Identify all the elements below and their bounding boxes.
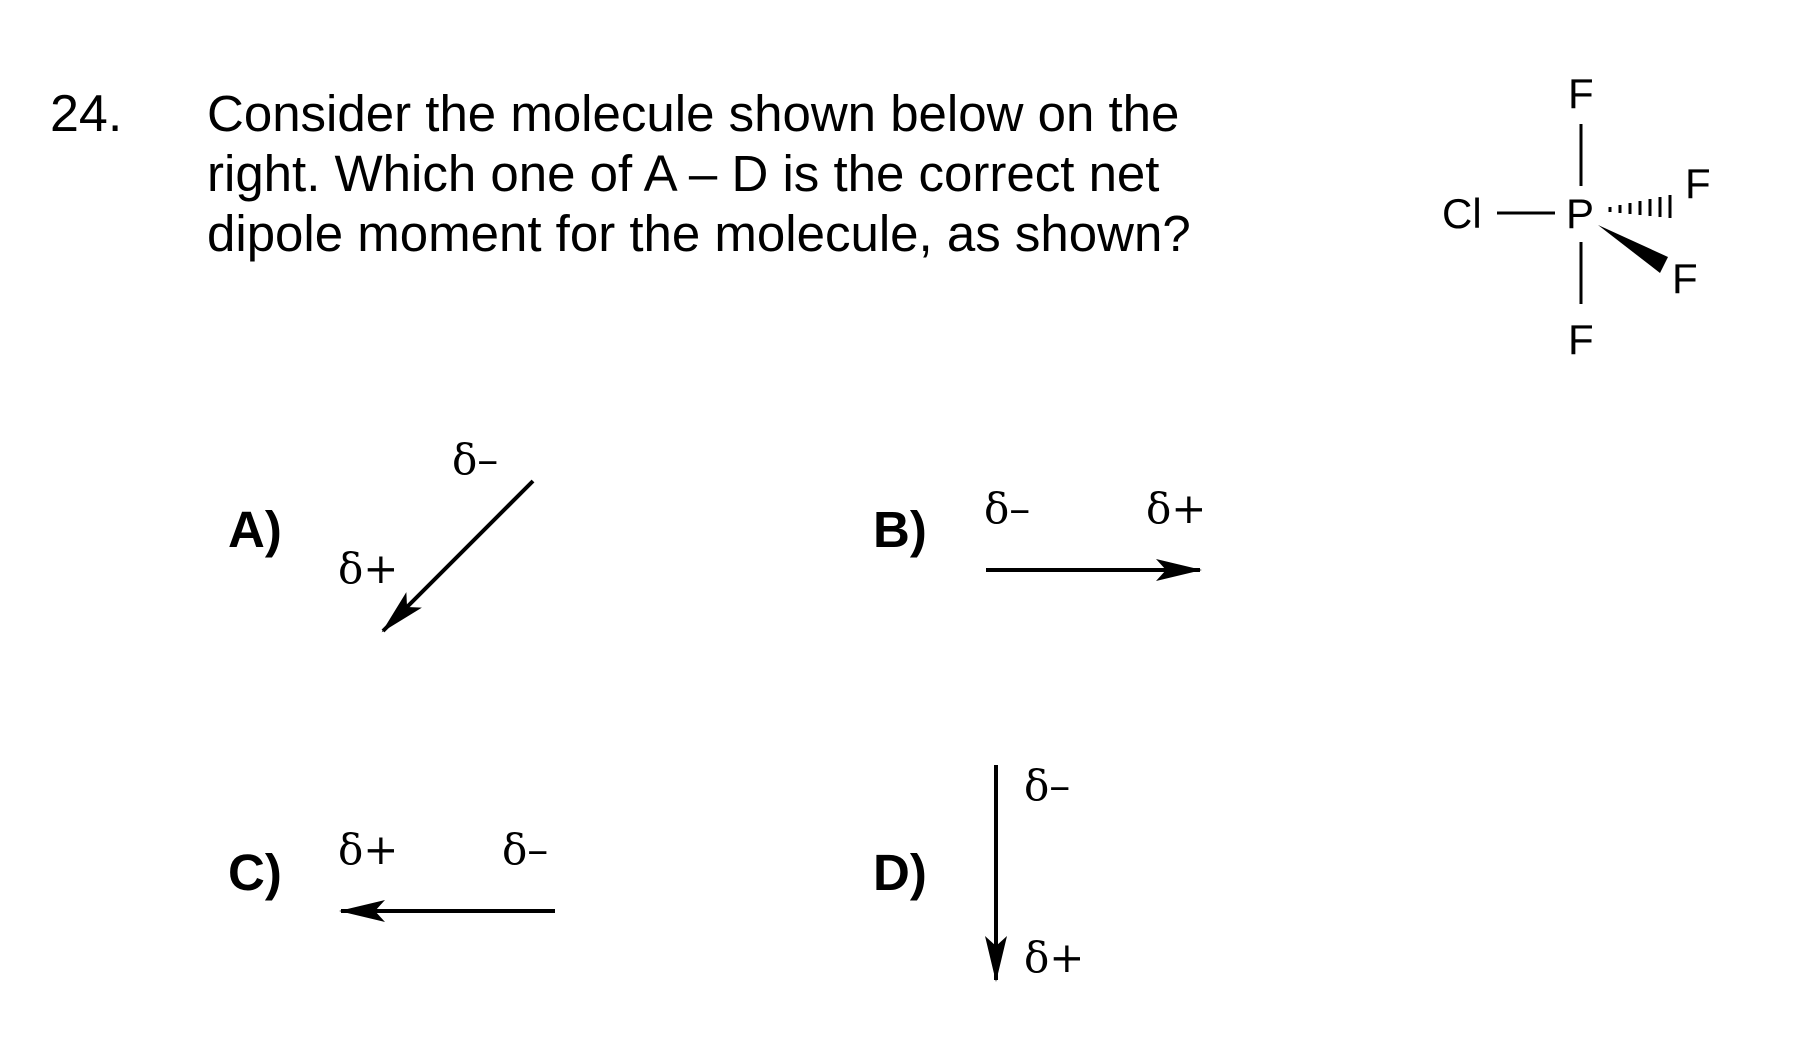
option-b-partial-negative: δ– bbox=[984, 484, 1031, 533]
atom-f-dash: F bbox=[1685, 160, 1711, 207]
question-line-2: right. Which one of A – D is the correct net bbox=[207, 145, 1160, 202]
option-b-partial-positive: δ+ bbox=[1146, 484, 1207, 533]
option-c-partial-negative: δ– bbox=[502, 825, 549, 874]
question-line-1: Consider the molecule shown below on the bbox=[207, 85, 1180, 142]
question-line-3: dipole moment for the molecule, as shown? bbox=[207, 205, 1191, 262]
bond-p-f-wedge bbox=[1598, 225, 1668, 273]
atom-p: P bbox=[1566, 190, 1595, 237]
option-a-arrow bbox=[383, 481, 533, 631]
atom-cl: Cl bbox=[1442, 190, 1482, 237]
option-b-label[interactable]: B) bbox=[873, 501, 927, 558]
atom-f-bottom: F bbox=[1568, 316, 1594, 363]
bond-p-f-hashed bbox=[1610, 195, 1670, 218]
option-c-partial-positive: δ+ bbox=[338, 825, 399, 874]
option-d-label[interactable]: D) bbox=[873, 844, 927, 901]
question-number: 24. bbox=[50, 85, 123, 143]
option-d-partial-positive: δ+ bbox=[1024, 933, 1085, 982]
option-a-partial-negative: δ– bbox=[452, 435, 499, 484]
option-a-label[interactable]: A) bbox=[228, 501, 282, 558]
atom-f-top: F bbox=[1568, 70, 1594, 117]
option-d-partial-negative: δ– bbox=[1024, 761, 1071, 810]
option-a-partial-positive: δ+ bbox=[338, 544, 399, 593]
option-c-label[interactable]: C) bbox=[228, 844, 282, 901]
atom-f-wedge: F bbox=[1672, 255, 1698, 302]
